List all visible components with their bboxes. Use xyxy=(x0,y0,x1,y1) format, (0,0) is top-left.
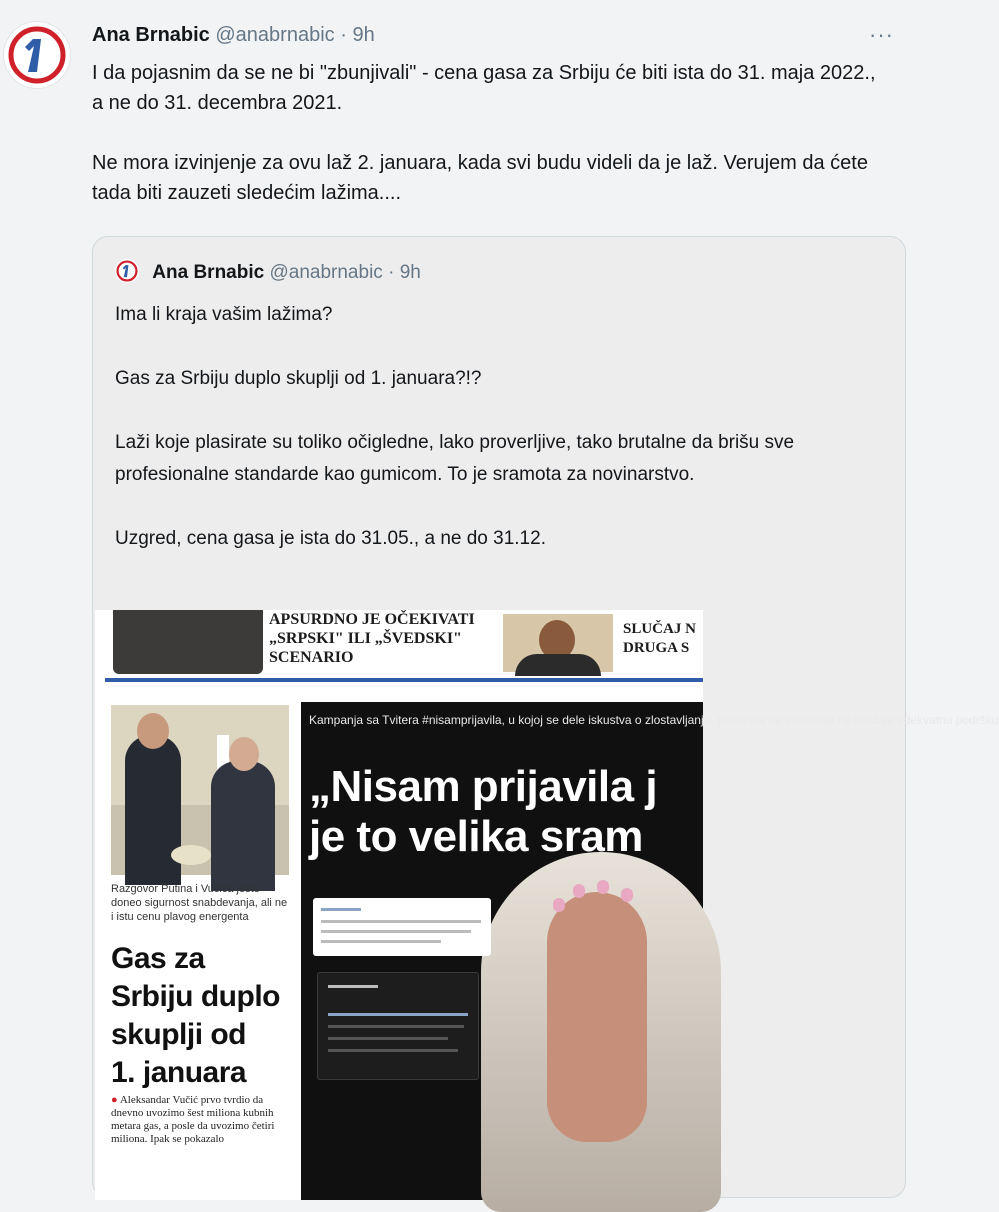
quoted-tweet-text xyxy=(115,299,875,587)
newspaper-image[interactable] xyxy=(95,610,999,1200)
quoted-paragraph: Laži koje plasirate su toliko očigledne, lako proverljive, tako brutalne da brišu sve profesionalne standarde kao gumicom. To je sramota za novinarstvo. xyxy=(115,432,795,485)
tweet-screenshot xyxy=(313,898,491,956)
quoted-tweet[interactable] xyxy=(92,236,999,1198)
tweet-text xyxy=(92,58,892,238)
tweet-screenshot-dark xyxy=(317,972,479,1080)
photo-caption: Razgovor Putina i Vučića jeste doneo sigurnost snabdevanja, ali ne i istu cenu plavog energenta xyxy=(111,883,288,923)
author-handle[interactable]: @anabrnabic xyxy=(215,24,335,46)
timestamp[interactable]: 9h xyxy=(352,24,375,46)
headline-line: Gas za xyxy=(111,942,205,975)
tweet-paragraph: Ne mora izvinjenje za ovu laž 2. januara, kada svi budu videli da je laž. Verujem da ćete tada biti zauzeti sledećim lažima.... xyxy=(92,152,868,204)
tweet-paragraph: I da pojasnim da se ne bi "zbunjivali" - cena gasa za Srbiju će biti ista do 31. maja 2022., a ne do 31. decembra 2021. xyxy=(92,62,876,114)
headline-line: Srbiju duplo xyxy=(111,980,280,1013)
quoted-tweet-header xyxy=(115,259,421,285)
more-options-icon[interactable]: ··· xyxy=(869,22,894,47)
separator: · xyxy=(340,24,347,46)
bullet-icon: ● xyxy=(111,1094,118,1106)
handshake-photo xyxy=(111,705,289,875)
quoted-paragraph: Gas za Srbiju duplo skuplji od 1. januara?!? xyxy=(115,368,482,389)
divider xyxy=(105,678,703,682)
headline-line: 1. januara xyxy=(111,1056,247,1089)
avatar[interactable] xyxy=(4,22,70,88)
top-photo xyxy=(113,610,263,674)
newspaper-top-strip xyxy=(95,610,703,676)
headline-line: je to velika sram xyxy=(309,812,643,861)
quoted-avatar xyxy=(115,259,139,283)
gas-headline xyxy=(111,940,295,1092)
tweet-header xyxy=(92,22,375,48)
headline-line: skuplji od xyxy=(111,1018,247,1051)
quoted-paragraph: Uzgred, cena gasa je ista do 31.05., a ne do 31.12. xyxy=(115,528,546,549)
top-left-headline: APSURDNO JE OČEKIVATI „SRPSKI" ILI „ŠVEDSKI" SCENARIO xyxy=(269,611,475,666)
logo-icon xyxy=(4,22,70,88)
quoted-paragraph: Ima li kraja vašim lažima? xyxy=(115,304,333,325)
right-article xyxy=(301,702,999,1200)
article-headline xyxy=(309,762,729,862)
headline-line: „Nisam prijavila j xyxy=(309,762,658,811)
quoted-author-name: Ana Brnabic xyxy=(152,262,265,283)
quoted-timestamp: 9h xyxy=(399,262,421,283)
story-body: Aleksandar Vučić prvo tvrdio da dnevno uvozimo šest miliona kubnih metara gas, a posle da uvozimo četiri miliona. Ipak se pokazalo xyxy=(111,1094,275,1145)
top-right-photo xyxy=(503,614,613,672)
article-lead: Kampanja sa Tvitera #nisamprijavila, u kojoj se dele iskustva o zlostavljanju, pokazala da institucije ne pružaju adekvatnu podršku xyxy=(309,713,999,727)
logo-icon xyxy=(115,259,139,283)
separator: · xyxy=(388,262,395,283)
top-right-headline: SLUČAJ N DRUGA S xyxy=(623,621,696,656)
hand-covering-face xyxy=(547,892,647,1142)
author-name[interactable]: Ana Brnabic xyxy=(92,24,210,46)
quoted-author-handle: @anabrnabic xyxy=(269,262,383,283)
story-text xyxy=(111,1094,281,1146)
